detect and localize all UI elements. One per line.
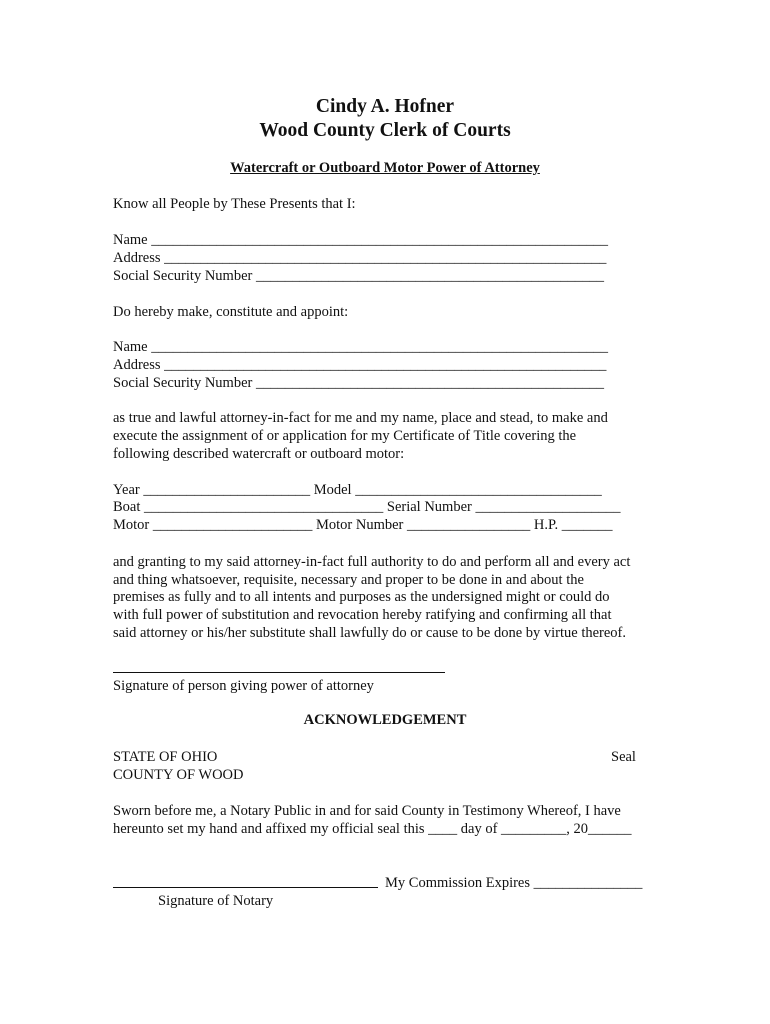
authority-line-5: said attorney or his/her substitute shall lawfully do or cause to be done by virtue thereof. [113,625,627,641]
sworn-line-1: Sworn before me, a Notary Public in and for said County in Testimony Whereof, I have [113,803,621,819]
appoint-intro: Do hereby make, constitute and appoint: [113,304,349,320]
attorney-address-field[interactable]: Address _____________________________________________________________ [113,357,607,373]
grantor-signature-line[interactable] [113,672,445,673]
state-label: STATE OF OHIO [113,749,218,765]
grantor-address-field[interactable]: Address _____________________________________________________________ [113,250,607,266]
year-model-field[interactable]: Year _______________________ Model __________________________________ [113,482,602,498]
grantor-signature-caption: Signature of person giving power of attorney [113,678,374,694]
attorney-ssn-field[interactable]: Social Security Number ________________________________________________ [113,375,604,391]
attorney-name-field[interactable]: Name _______________________________________________________________ [113,339,608,355]
boat-serial-field[interactable]: Boat _________________________________ Serial Number ____________________ [113,499,621,515]
clerk-office: Wood County Clerk of Courts [259,120,511,141]
authority-line-4: with full power of substitution and revocation hereby ratifying and confirming all that [113,607,612,623]
purpose-line-2: execute the assignment of or application for my Certificate of Title covering the [113,428,577,444]
clerk-name: Cindy A. Hofner [315,96,455,117]
commission-expires-field[interactable]: My Commission Expires _______________ [385,875,643,891]
grantor-intro: Know all People by These Presents that I: [113,196,356,212]
authority-line-1: and granting to my said attorney-in-fact full authority to do and perform all and every act [113,554,631,570]
sworn-line-2[interactable]: hereunto set my hand and affixed my official seal this ____ day of _________, 20______ [113,821,632,837]
authority-line-2: and thing whatsoever, requisite, necessary and proper to be done in and about the [113,572,584,588]
authority-line-3: premises as fully and to all intents and purposes as the undersigned might or could do [113,589,610,605]
purpose-line-3: following described watercraft or outboard motor: [113,446,405,462]
notary-signature-line[interactable] [113,887,378,888]
document-header [0,95,770,143]
grantor-ssn-field[interactable]: Social Security Number ________________________________________________ [113,268,604,284]
grantor-name-field[interactable]: Name _______________________________________________________________ [113,232,608,248]
county-label: COUNTY OF WOOD [113,767,244,783]
form-title: Watercraft or Outboard Motor Power of Attorney [230,160,540,176]
acknowledgement-title: ACKNOWLEDGEMENT [303,712,467,728]
seal-label: Seal [611,749,636,765]
purpose-line-1: as true and lawful attorney-in-fact for me and my name, place and stead, to make and [113,410,608,426]
motor-number-hp-field[interactable]: Motor ______________________ Motor Number _________________ H.P. _______ [113,517,613,533]
notary-signature-caption: Signature of Notary [158,893,274,909]
